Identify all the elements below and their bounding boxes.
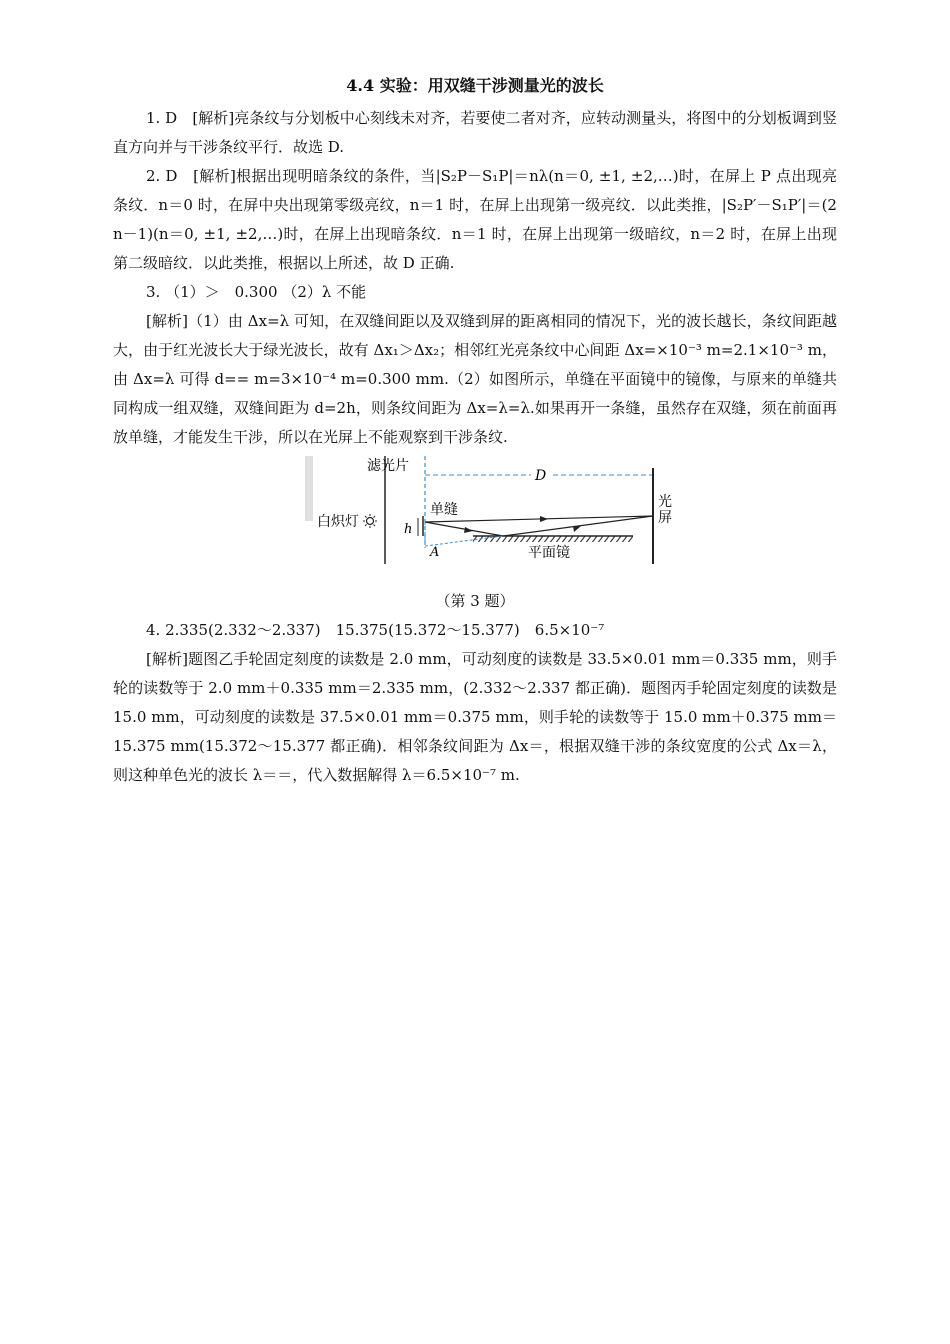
answer-1: 1. D [解析]亮条纹与分划板中心刻线未对齐，若要使二者对齐，应转动测量头，将图中的分划板调到竖直方向并与干涉条纹平行．故选 D. [113, 109, 837, 156]
a-label: A [430, 545, 440, 560]
interference-diagram [303, 456, 672, 581]
lamp-icon [363, 514, 377, 528]
document-page [113, 74, 837, 790]
answer-3: 3. （1）＞ 0.300 （2）λ 不能 [146, 283, 367, 301]
answer-3-analysis-part-1: [解析]（1）由 Δx=λ 可知，在双缝间距以及双缝到屏的距离相同的情况下，光的波长越长，条纹间距越大，由于红光波长大于绿光波长，故有 Δx₁＞Δx₂；相邻红光亮条纹中心间距 Δx=×10⁻³ m=2.1×10⁻³ m，由 Δx=λ 可得 d== m=3×10⁻⁴ m=0.300 mm. [113, 312, 837, 388]
answer-3-analysis [113, 307, 837, 452]
light-bar [305, 456, 313, 521]
answer-2 [113, 162, 837, 278]
answer-2-formula-1: |S₂P－S₁P|＝nλ(n＝0, ±1, ±2,…) [435, 167, 679, 185]
answer-2-mid: 时，在屏上 P 点出现亮条纹．n＝0 时，在屏中央出现第零级亮纹，n＝1 时，在屏上出现第一级亮纹．以此类推， [113, 167, 837, 214]
screen-label-bottom: 屏 [658, 510, 672, 526]
page-title: 4.4 实验：用双缝干涉测量光的波长 [346, 76, 604, 95]
figure-caption: （第 3 题） [435, 592, 515, 610]
mirror-label: 平面镜 [528, 545, 570, 561]
lamp-label: 白炽灯 [317, 514, 359, 530]
answer-4: 4. 2.335(2.332～2.337) 15.375(15.372～15.377) 6.5×10⁻⁷ [146, 621, 605, 639]
answer-3-analysis-part-2: （2）如图所示，单缝在平面镜中的镜像，与原来的单缝共同构成一组双缝，双缝间距为 d=2h，则条纹间距为 Δx=λ=λ.如果再开一条缝，虽然存在双缝，须在前面再放单缝，才能发生干涉，所以在光屏上不能观察到干涉条纹. [113, 370, 837, 446]
answer-2-prefix: 2. D [解析]根据出现明暗条纹的条件，当 [146, 167, 436, 185]
answer-4-analysis: [解析]题图乙手轮固定刻度的读数是 2.0 mm，可动刻度的读数是 33.5×0.01 mm＝0.335 mm，则手轮的读数等于 2.0 mm＋0.335 mm＝2.335 mm，(2.332～2.337 都正确)．题图丙手轮固定刻度的读数是 15.0 mm，可动刻度的读数是 37.5×0.01 mm＝0.375 mm，则手轮的读数等于 15.0 mm＋0.375 mm＝15.375 mm(15.372～15.377 都正确)．相邻条纹间距为 Δx＝，根据双缝干涉的条纹宽度的公式 Δx＝λ，则这种单色光的波长 λ＝＝，代入数据解得 λ＝6.5×10⁻⁷ m. [113, 650, 837, 784]
filter-label: 滤光片 [367, 458, 409, 474]
reflected-ray-arrow [573, 526, 581, 532]
direct-ray-arrow [540, 516, 548, 522]
figure-3 [113, 456, 837, 581]
slit-label: 单缝 [430, 502, 458, 518]
h-label: h [404, 522, 413, 537]
answer-2-formula-2: |S₂P′－S₁P′|＝(2n－1)(n＝0, ±1, ±2,…) [113, 196, 837, 243]
incident-ray [425, 522, 503, 536]
screen-label-top: 光 [658, 494, 672, 510]
answer-2-rest: 时，在屏上出现暗条纹．n＝1 时，在屏上出现第一级暗纹，n＝2 时，在屏上出现第二级暗纹．以此类推，根据以上所述，故 D 正确. [113, 225, 837, 272]
d-label: D [535, 468, 547, 484]
